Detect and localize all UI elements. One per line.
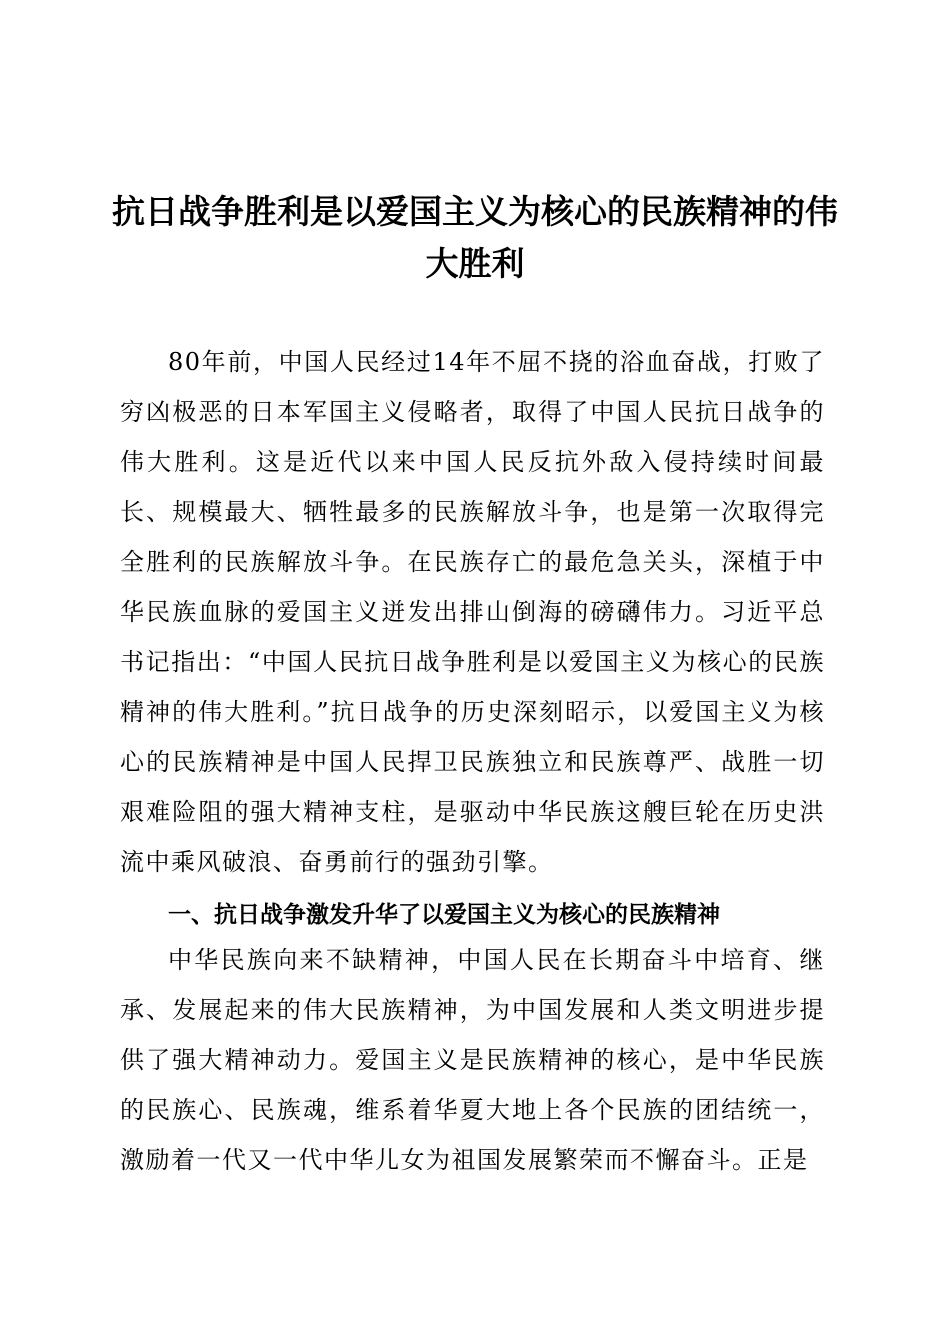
section-paragraph: 中华民族向来不缺精神，中国人民在长期奋斗中培育、继承、发展起来的伟大民族精神，为中国发展和人类文明进步提供了强大精神动力。爱国主义是民族精神的核心，是中华民族的民族心、民族魂，维系着华夏大地上各个民族的团结统一，激励着一代又一代中华儿女为祖国发展繁荣而不懈奋斗。正是 [120, 946, 825, 1174]
intro-paragraph: 80年前，中国人民经过14年不屈不挠的浴血奋战，打败了穷凶极恶的日本军国主义侵略者，取得了中国人民抗日战争的伟大胜利。这是近代以来中国人民反抗外敌入侵持续时间最长、规模最大、牺牲最多的民族解放斗争，也是第一次取得完全胜利的民族解放斗争。在民族存亡的最危急关头，深植于中华民族血脉的爱国主义迸发出排山倒海的磅礴伟力。习近平总书记指出：“中国人民抗日战争胜利是以爱国主义为核心的民族精神的伟大胜利。”抗日战争的历史深刻昭示，以爱国主义为核心的民族精神是中国人民捍卫民族独立和民族尊严、战胜一切艰难险阻的强大精神支柱，是驱动中华民族这艘巨轮在历史洪流中乘风破浪、奋勇前行的强劲引擎。 [120, 348, 825, 876]
section-heading: 一、抗日战争激发升华了以爱国主义为核心的民族精神 [168, 902, 720, 928]
document-title: 抗日战争胜利是以爱国主义为核心的民族精神的伟大胜利 [112, 192, 838, 283]
